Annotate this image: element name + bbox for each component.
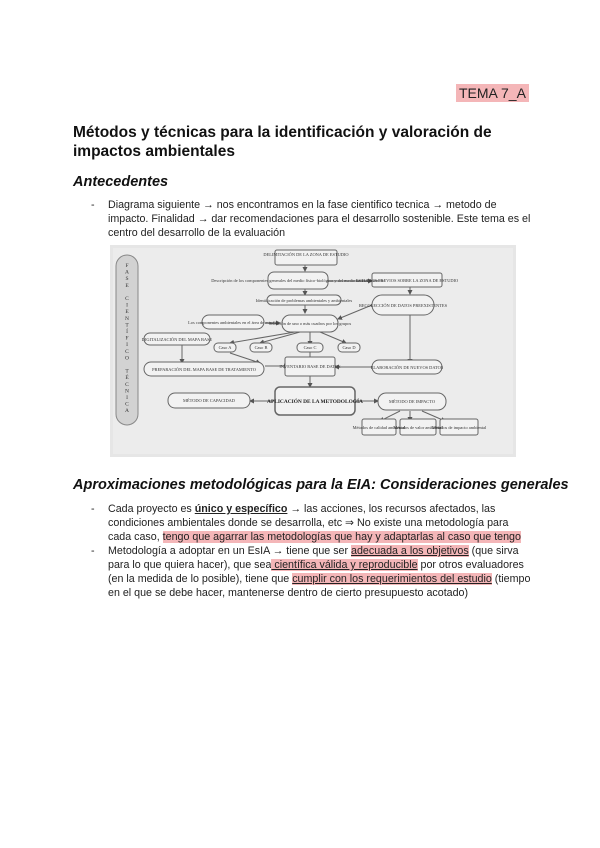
phase-label-letter: F	[125, 263, 129, 269]
antecedentes-list	[91, 198, 531, 240]
phase-label-letter: C	[125, 401, 129, 408]
label-metodo-capacidad: MÉTODO DE CAPACIDAD	[183, 398, 235, 403]
list-item: - Diagrama siguiente → nos encontramos en la fase cientifico tecnica → metodo de impacto. Finalidad → dar recomendaciones para el desarrollo sostenible. Este tema es el centro del desarrollo de la evaluación	[91, 198, 531, 240]
label-identificacion: Identificación de problemas ambientales y ambientales	[255, 298, 353, 303]
section-heading-aproximaciones: Aproximaciones metodológicas para la EIA: Consideraciones generales	[73, 477, 569, 493]
phase-label-letter: É	[125, 375, 129, 382]
list-item	[91, 502, 531, 544]
section-heading-antecedentes: Antecedentes	[73, 174, 169, 190]
phase-label-letter: T	[125, 368, 129, 375]
label-sub1: Métodos de calidad ambiental	[352, 425, 406, 430]
highlight-text: científica válida y reproducible	[271, 559, 418, 571]
label-inventario: INVENTARIO BASE DE DATOS	[279, 364, 341, 369]
methodology-diagram	[110, 245, 516, 457]
highlight-text: cumplir con los requerimientos del estudio	[292, 573, 492, 585]
highlight-text: adecuada a los objetivos	[351, 545, 469, 557]
label-sub3: Métodos de impacto ambiental	[431, 425, 487, 430]
phase-label-letter: C	[125, 296, 129, 302]
text-run: por otros evaluadores (en la medida de lo posible), tiene que	[108, 559, 524, 585]
label-caso-d: Caso D	[342, 345, 356, 350]
label-digitalizacion: DIGITALIZACIÓN DEL MAPA BASE	[141, 337, 213, 342]
label-descripcion: Descripción de los componentes generales del medio físico-biológico y del medio socioeconómico	[211, 278, 385, 283]
phase-label-letter: N	[125, 388, 129, 395]
list-item	[91, 544, 531, 600]
phase-label-letter: T	[125, 322, 129, 329]
phase-label-letter: I	[126, 395, 128, 401]
phase-label-letter: E	[125, 282, 129, 289]
text-run: (tiempo en el que se debe hacer, mantenerse dentro de cierto presupuesto acotado)	[108, 573, 531, 599]
label-caso-a: Caso A	[218, 345, 232, 350]
text-run: → las acciones, los recursos afectados, las condiciones ambientales donde se desarrolla, etc ⇒ No existe una metodología para cada caso,	[108, 503, 509, 543]
phase-label-letter: A	[125, 408, 129, 415]
topic-tag: TEMA 7_A	[456, 84, 529, 102]
label-estudios: ESTUDIOS PREVIOS SOBRE LA ZONA DE ESTUDIO	[355, 278, 459, 283]
label-seleccion: Selección de uno o más cuadros por los grupos	[268, 321, 352, 326]
phase-label-letter: O	[125, 355, 129, 362]
label-metodo-impacto: MÉTODO DE IMPACTO	[388, 399, 436, 404]
text-run: Cada proyecto es	[108, 503, 195, 515]
label-aplicacion: APLICACIÓN DE LA METODOLOGÍA	[267, 399, 363, 405]
phase-label-letter: A	[125, 269, 129, 276]
label-preparacion: PREPARACIÓN DEL MAPA BASE DE TRATAMIENTO	[152, 367, 256, 372]
phase-label-letter: Í	[126, 329, 128, 335]
highlight-text: tengo que agarrar las metodologías que hay y adaptarlas al caso que tengo	[162, 531, 521, 543]
document-title: Métodos y técnicas para la identificación y valoración de impactos ambientales	[73, 124, 492, 160]
phase-label-letter: N	[125, 315, 129, 322]
label-caso-c: Caso C	[303, 345, 317, 350]
phase-label-letter: I	[126, 342, 128, 349]
emphasis-text: único y específico	[194, 503, 288, 515]
label-recoleccion: RECOLECCIÓN DE DATOS PREEXISTENTES	[358, 303, 448, 308]
phase-label-letter: E	[125, 309, 129, 316]
label-delimitacion: DELIMITACIÓN DE LA ZONA DE ESTUDIO	[263, 252, 349, 257]
label-sub2: Métodos de valor ambiental	[393, 425, 443, 430]
text-run: (que sirva para lo que quiera hacer), que sea	[108, 545, 519, 571]
phase-label-letter: I	[126, 302, 128, 309]
text-run: Metodología a adoptar en un EsIA → tiene que ser	[108, 545, 352, 557]
phase-label-letter: C	[125, 381, 129, 388]
label-caso-b: Caso B	[254, 345, 268, 350]
phase-label-letter: S	[125, 276, 129, 283]
phase-label-letter: F	[125, 335, 129, 342]
label-componentes: Los componentes ambientales en el área de estudio	[188, 320, 278, 325]
label-elaboracion: ELABORACIÓN DE NUEVOS DATOS	[370, 365, 444, 370]
phase-label-letter: C	[125, 348, 129, 355]
aproximaciones-list	[91, 502, 531, 600]
